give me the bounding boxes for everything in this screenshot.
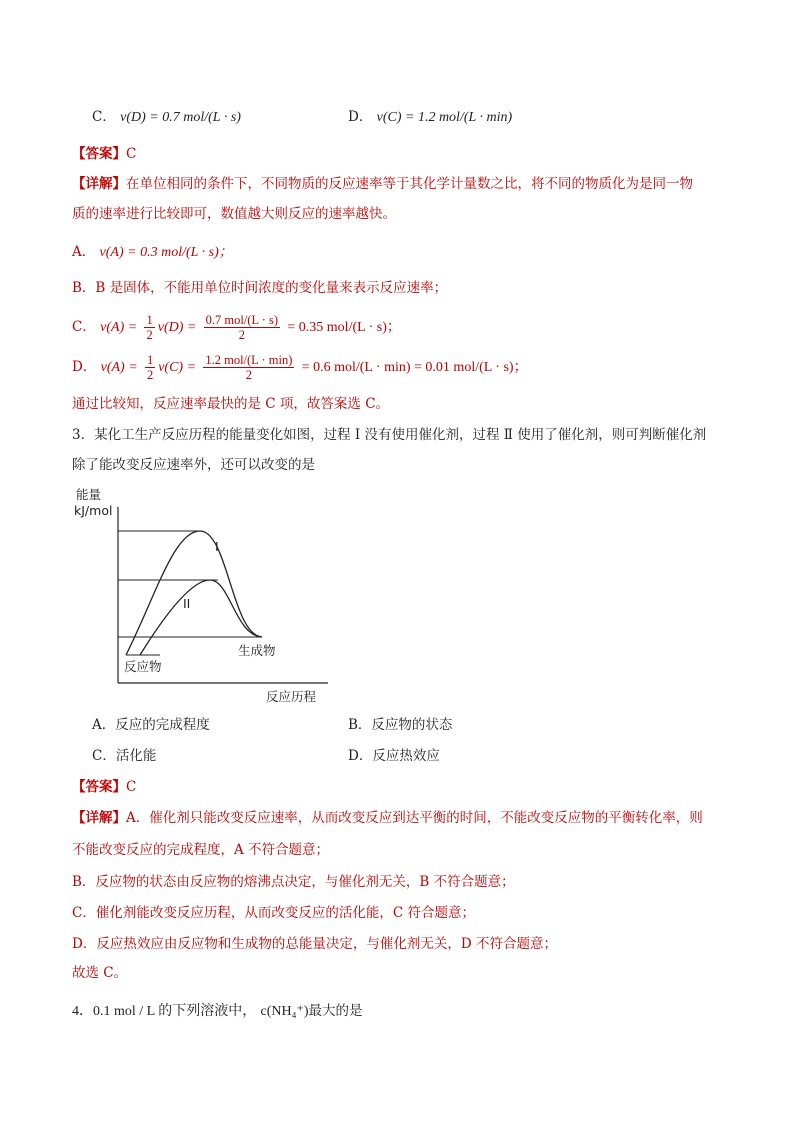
fraction-rate — [203, 353, 294, 382]
formula-part: v(D) = — [157, 320, 197, 335]
detail-text: A．催化剂只能改变反应速率，从而改变反应到达平衡的时间，不能改变反应物的平衡转化率，则 — [126, 810, 703, 826]
q3-option-c: C．活化能 — [92, 748, 157, 764]
q2-option-c — [92, 108, 241, 127]
q3-stem-line2: 除了能改变反应速率外，还可以改变的是 — [72, 457, 315, 473]
product-label: 生成物 — [238, 643, 276, 658]
q3-answer — [72, 778, 136, 796]
q3-option-a: A．反应的完成程度 — [92, 717, 210, 733]
option-label: D． — [348, 109, 373, 125]
q2-line-d — [72, 352, 528, 383]
q3-detail-line4: C．催化剂能改变反应历程，从而改变反应的活化能，C 符合题意； — [72, 905, 475, 921]
formula-part: v(A) = — [100, 320, 138, 335]
q2-line-c — [72, 312, 401, 343]
energy-diagram — [70, 485, 340, 710]
q3-option-b: B．反应物的状态 — [348, 717, 453, 733]
q3-stem-line1: 3．某化工生产反应历程的能量变化如图，过程 Ⅰ 没有使用催化剂，过程 Ⅱ 使用了催化剂，则可判断催化剂 — [72, 427, 707, 443]
detail-tag: 【详解】 — [72, 176, 126, 192]
y-axis-label-line1: 能量 — [76, 487, 102, 502]
stem-text: 最大的是 — [308, 1003, 363, 1019]
q3-detail-line5: D．反应热效应由反应物和生成物的总能量决定，与催化剂无关，D 不符合题意； — [72, 936, 557, 952]
q2-option-d — [348, 108, 512, 127]
q2-detail-line2: 质的速率进行比较即可，数值越大则反应的速率越快。 — [72, 206, 396, 222]
denominator: 2 — [146, 368, 154, 382]
formula-part: v(A) = — [100, 360, 138, 375]
numerator: 1 — [146, 313, 153, 327]
answer-value: C — [126, 146, 137, 162]
answer-tag: 【答案】 — [72, 779, 126, 795]
formula-part: = 0.6 mol/(L · min) = 0.01 mol/(L · s)； — [301, 360, 528, 375]
q3-option-d: D．反应热效应 — [348, 748, 440, 764]
line-label: A． — [72, 244, 96, 260]
line-label: D． — [72, 359, 97, 375]
formula-part: = 0.35 mol/(L · s)； — [287, 320, 401, 335]
q3-detail-line3: B．反应物的状态由反应物的熔沸点决定，与催化剂无关，B 不符合题意； — [72, 874, 515, 890]
detail-tag: 【详解】 — [72, 810, 126, 826]
detail-text: 在单位相同的条件下，不同物质的反应速率等于其化学计量数之比，将不同的物质化为是同一物 — [126, 176, 693, 192]
fraction-half — [145, 353, 155, 382]
line-formula: v(A) = 0.3 mol/(L · s)； — [99, 245, 233, 260]
q2-conclusion: 通过比较知，反应速率最快的是 C 项，故答案选 C。 — [72, 396, 390, 412]
option-label: C． — [92, 109, 116, 125]
answer-tag: 【答案】 — [72, 146, 126, 162]
option-formula: v(D) = 0.7 mol/(L · s) — [120, 110, 241, 125]
fraction-rate — [204, 313, 280, 342]
q2-line-b: B．B 是固体，不能用单位时间浓度的变化量来表示反应速率； — [72, 280, 448, 296]
curve-i-label: I — [215, 539, 219, 554]
denominator: 2 — [146, 328, 153, 342]
curve-i — [126, 531, 262, 655]
numerator: 0.7 mol/(L · s) — [205, 313, 279, 327]
q2-detail-line1 — [72, 175, 693, 193]
y-axis-label-line2: kJ/mol — [74, 503, 113, 518]
q4-stem — [72, 1002, 363, 1021]
curve-ii-label: II — [183, 596, 191, 611]
denominator: 2 — [238, 328, 245, 342]
option-formula: v(C) = 1.2 mol/(L · min) — [376, 110, 513, 125]
ammonium-formula: c(NH₄⁺) — [260, 1004, 309, 1019]
denominator: 2 — [245, 368, 252, 382]
answer-value: C — [126, 779, 137, 795]
q3-detail-line1 — [72, 809, 703, 827]
reactant-label: 反应物 — [124, 659, 162, 674]
q2-line-a — [72, 243, 233, 262]
numerator: 1 — [146, 353, 154, 367]
formula-part: v(C) = — [158, 360, 197, 375]
numerator: 1.2 mol/(L · min) — [205, 353, 293, 367]
stem-text: 4．0.1 mol / L 的下列溶液中， — [72, 1004, 257, 1019]
fraction-half — [144, 313, 154, 342]
q3-detail-line6: 故选 C。 — [72, 965, 128, 981]
q2-answer — [72, 145, 136, 163]
q3-detail-line2: 不能改变反应的完成程度，A 不符合题意； — [72, 842, 330, 858]
x-axis-label: 反应历程 — [266, 689, 317, 704]
line-label: C． — [72, 319, 96, 335]
